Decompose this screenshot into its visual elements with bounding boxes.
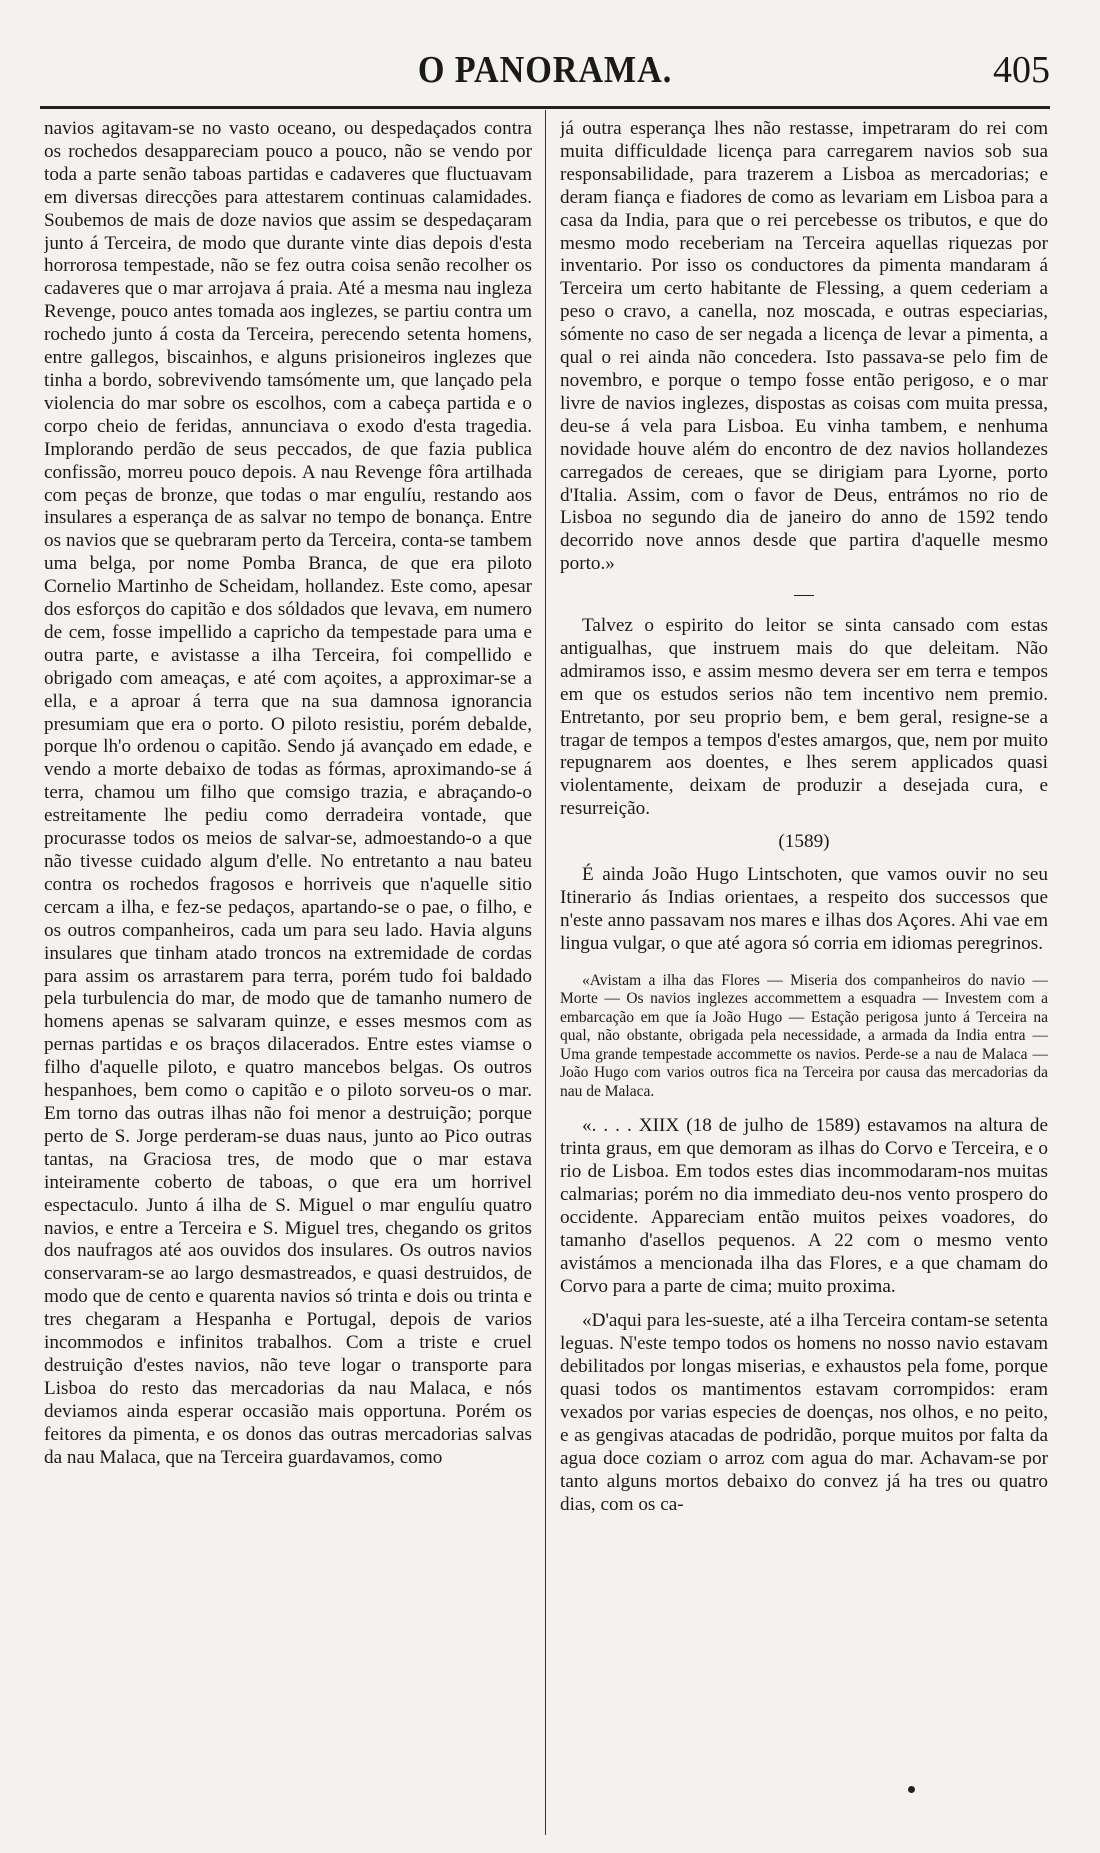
page-header [40,48,1050,100]
right-paragraph-1: já outra esperança lhes não restasse, impetraram do rei com muita difficuldade licença para carregarem navios sob sua responsabilidade, para trazerem a Lisboa as mercadorias; e deram fiança e fiadores de como as levariam em Lisboa para a casa da India, para que o rei percebesse os tributos, e que do mesmo modo receberiam na Terceira aquellas riquezas por inventario. Por isso os conductores da pimenta mandaram á Terceira um certo habitante de Flessing, a quem cederiam a peso o cravo, a canella, noz moscada, e outras especiarias, sómente no caso de ser negada a licença de levar a pimenta, a qual o rei ainda não concedera. Isto passava-se pelo fim de novembro, e porque o tempo fosse então perigoso, e o mar livre de navios inglezes, dispostas as coisas com muita pressa, deu-se á vela para Lisboa. Eu vinha tambem, e nenhuma novidade houve além do encontro de dez navios hollandezes carregados de cereaes, que se dirigiam para Lyorne, porto d'Italia. Assim, com o favor de Deus, entrámos no rio de Lisboa no segundo dia de janeiro do anno de 1592 tendo decorrido nove annos desde que partira d'aquelle mesmo porto.» [560,118,1048,575]
right-column [560,118,1048,1833]
year-heading: (1589) [778,831,830,853]
page-number: 405 [993,49,1050,91]
footer-dot [908,1786,915,1793]
section-dash [560,584,1048,607]
journal-title: O PANORAMA. [417,49,673,91]
right-paragraph-3: É ainda João Hugo Lintschoten, que vamos ouvir no seu Itinerario ás Indias orientaes, a respeito dos successos que n'este anno passavam nos mares e ilhas dos Açores. Ahi vae em lingua vulgar, o que até agora só corria em idiomas peregrinos. [560,864,1048,954]
header-rule [40,106,1050,109]
right-paragraph-5: «D'aqui para les-sueste, até a ilha Terceira contam-se setenta leguas. N'este tempo todos os homens no nosso navio estavam debilitados por longas miserias, e exhaustos pela fome, porque quasi todos os mantimentos estavam corrompidos: eram vexados por varias especies de doenças, nos olhos, e no peito, e as gengivas atacadas de podridão, porque muitos por falta da agua doce coziam o arroz com agua do mar. Achavam-se por tanto alguns mortos debaixo do convez já ha tres ou quatro dias, com os ca- [560,1310,1048,1515]
left-column [44,118,532,1833]
chapter-summary: «Avistam a ilha das Flores — Miseria dos companheiros do navio — Morte — Os navios inglezes accommettem a esquadra — Investem com a embarcação em que ía João Hugo — Estação perigosa junto á Terceira na qual, não obstante, obrigada pela necessidade, a armada da India entra — Uma grande tempestade accommette os navios. Perde-se a nau de Malaca — João Hugo com varios outros fica na Terceira por causa das mercadorias da nau de Malaca. [560,971,1048,1100]
right-paragraph-4: «. . . . XIIX (18 de julho de 1589) estavamos na altura de trinta graus, em que demoram as ilhas do Corvo e Terceira, e o rio de Lisboa. Em todos estes dias incommodaram-nos muitas calmarias; porém no dia immediato deu-nos vento prospero do occidente. Appareciam então muitos peixes voadores, do tamanho d'asellos pequenos. A 22 com o mesmo vento avistámos a mencionada ilha das Flores, e a que chamam do Corvo para a parte de cima; muito proxima. [560,1115,1048,1297]
column-separator [545,110,546,1835]
left-paragraph-1: navios agitavam-se no vasto oceano, ou despedaçados contra os rochedos desappareciam pouco a pouco, não se vendo por toda a parte senão taboas partidas e cadaveres que fluctuavam em diversas direcções para attestarem continuas calamidades. Soubemos de mais de doze navios que assim se despedaçaram junto á Terceira, de modo que durante vinte dias depois d'esta horrorosa tempestade, não se fez outra coisa senão recolher os cadaveres que o mar arrojava á praia. Até a mesma nau ingleza Revenge, pouco antes tomada aos inglezes, se partiu contra um rochedo junto á costa da Terceira, perecendo setenta homens, entre gallegos, biscainhos, e alguns prisioneiros inglezes que tinha a bordo, sobrevivendo tamsómente um, que lançado pela violencia do mar sobre os escolhos, com a cabeça partida e o corpo cheio de feridas, annunciava o exodo d'esta tragedia. Implorando perdão de seus peccados, de que fazia publica confissão, morreu pouco depois. A nau Revenge fôra artilhada com peças de bronze, que todas o mar engulíu, restando aos insulares a esperança de as salvar no tempo de bonança. Entre os navios que se quebraram perto da Terceira, conta-se tambem uma belga, por nome Pomba Branca, de que era piloto Cornelio Martinho de Scheidam, hollandez. Este como, apesar dos esforços do capitão e dos sóldados que levava, em numero de cem, fosse impellido a capricho da tempestade para uma e outra parte, e avistasse a ilha Terceira, foi compellido e obrigado com ameaças, e até com açoites, a approximar-se a ella, e a aproar á terra que na sua damnosa ignorancia presumiam que era o porto. O piloto resistiu, porém debalde, porque lh'o ordenou o capitão. Sendo já avançado em edade, e vendo a morte debaixo de todas as fórmas, aproximando-se á terra, chamou um filho que comsigo trazia, e abraçando-o estreitamente lhe pediu como derradeira vontade, que procurasse todos os meios de salvar-se, admoestando-o a que não tivesse cuidado algum d'elle. No entretanto a nau bateu contra os rochedos fragosos e horriveis que n'aquelle sitio cercam a ilha, e fez-se pedaços, apartando-se o pae, o filho, e os outros companheiros, cada um para seu lado. Havia alguns insulares que tinham atado troncos na extremidade de cordas para assim os arrastarem para terra, porém tudo foi baldado pela turbulencia do mar, de modo que de tamanho numero de homens apenas se salvaram quinze, e esses mesmos com as pernas partidas e os braços dilacerados. Entre estes viamse o filho d'aquelle piloto, e quatro mancebos belgas. Os outros hespanhoes, bem como o capitão e o piloto sorveu-os o mar. Em torno das outras ilhas não foi menor a destruição; porque perto de S. Jorge perderam-se duas naus, junto ao Pico outras tantas, na Graciosa tres, de modo que o mar estava inteiramente coberto de taboas, o que era um horrivel espectaculo. Junto á ilha de S. Miguel o mar engulíu quatro navios, e entre a Terceira e S. Miguel tres, chegando os gritos dos naufragos até aos ouvidos dos insulares. Os outros navios conservaram-se ao largo desmastreados, e quasi destruidos, de modo que de cento e quarenta navios só trinta e dois ou trinta e tres chegaram a Hespanha e Portugal, depois de varios incommodos e infinitos trabalhos. Com a triste e cruel destruição d'estes navios, não teve logar o transporte para Lisboa do resto das mercadorias da nau Malaca, e nós deviamos ainda esperar occasião mais opportuna. Porém os feitores da pimenta, e os donos das outras mercadorias salvas da nau Malaca, que na Terceira guardavamos, como [44,118,532,1468]
right-paragraph-2: Talvez o espirito do leitor se sinta cansado com estas antigualhas, que instruem mais do que deleitam. Não admiramos isso, e assim mesmo devera ser em terra e tempos em que os estudos serios não tem incentivo nem premio. Entretanto, por seu proprio bem, e bem geral, resigne-se a tragar de tempos a tempos d'estes amargos, que, nem por muito repugnarem aos doentes, e lhes serem applicados quasi violentamente, deixam de produzir a desejada cura, e resurreição. [560,615,1048,820]
